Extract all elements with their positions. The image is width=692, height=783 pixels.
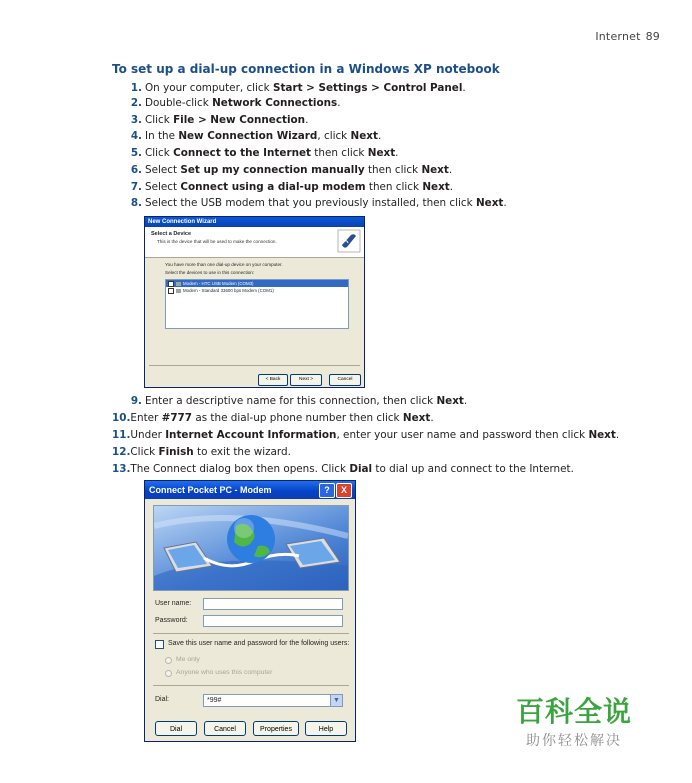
globe-network-icon <box>154 506 348 590</box>
watermark-tagline: 助你轻松解决 <box>526 733 622 749</box>
step-4: 4. In the New Connection Wizard, click Next. <box>130 130 382 142</box>
help-title-button[interactable]: ? <box>319 483 335 498</box>
me-only-label: Me only <box>176 656 200 663</box>
step-13: 13.The Connect dialog box then opens. Click Dial to dial up and connect to the Internet. <box>112 463 574 475</box>
password-input[interactable] <box>203 615 343 627</box>
save-password-label: Save this user name and password for the following users: <box>168 640 350 647</box>
divider <box>153 685 349 686</box>
chevron-down-icon[interactable]: ▼ <box>330 695 342 706</box>
wizard-heading: Select a Device <box>151 231 192 237</box>
connect-title-bar <box>145 481 355 499</box>
section-name: Internet <box>595 30 641 43</box>
username-label: User name: <box>155 600 192 607</box>
watermark-logo: 百科全说 <box>516 695 633 728</box>
wizard-subheading: This is the device that will be used to make the connection. <box>157 239 277 244</box>
step-1: 1. On your computer, click Start > Settings > Control Panel. <box>130 82 466 94</box>
divider <box>149 365 360 366</box>
wizard-title-bar: New Connection Wizard <box>145 217 364 227</box>
step-9: 9. Enter a descriptive name for this connection, then click Next. <box>130 395 468 407</box>
dial-number-select[interactable]: *99# ▼ <box>203 694 343 707</box>
password-label: Password: <box>155 617 188 624</box>
page-number: 89 <box>645 30 660 43</box>
divider <box>153 633 349 634</box>
dial-label: Dial: <box>155 696 170 703</box>
modem-icon <box>176 282 181 286</box>
step-8: 8. Select the USB modem that you previously installed, then click Next. <box>130 197 507 209</box>
checkbox[interactable] <box>168 281 174 287</box>
step-7: 7. Select Connect using a dial-up modem then click Next. <box>130 181 454 193</box>
wizard-header <box>145 227 364 258</box>
back-button[interactable]: < Back <box>258 374 288 386</box>
section-title: To set up a dial-up connection in a Windows XP notebook <box>112 62 500 76</box>
help-button[interactable]: Help <box>305 721 347 736</box>
wizard-instruction: Select the devices to use in this connection: <box>165 270 255 275</box>
network-banner <box>153 505 349 591</box>
next-button[interactable]: Next > <box>290 374 322 386</box>
username-input[interactable] <box>203 598 343 610</box>
connect-title: Connect Pocket PC - Modem <box>149 485 272 495</box>
save-password-checkbox[interactable] <box>155 640 164 649</box>
cancel-button[interactable]: Cancel <box>204 721 246 736</box>
step-10: 10.Enter #777 as the dial-up phone number then click Next. <box>112 412 434 424</box>
properties-button[interactable]: Properties <box>253 721 299 736</box>
device-list[interactable] <box>165 279 349 329</box>
anyone-label: Anyone who uses this computer <box>176 669 273 676</box>
connect-dialog <box>144 480 356 742</box>
step-3: 3. Click File > New Connection. <box>130 114 309 126</box>
step-11: 11.Under Internet Account Information, enter your user name and password then click Next. <box>112 429 620 441</box>
device-item[interactable]: Modem - Standard 33600 bps Modem (COM1) <box>166 287 348 294</box>
cancel-button[interactable]: Cancel <box>329 374 361 386</box>
anyone-radio[interactable] <box>165 670 172 677</box>
step-2: 2. Double-click Network Connections. <box>130 97 341 109</box>
dial-button[interactable]: Dial <box>155 721 197 736</box>
checkbox[interactable] <box>168 288 174 294</box>
modem-icon <box>176 289 181 293</box>
me-only-radio[interactable] <box>165 657 172 664</box>
phone-icon <box>337 229 361 253</box>
device-item[interactable]: Modem - HTC USB Modem (COM3) <box>166 280 348 287</box>
step-12: 12.Click Finish to exit the wizard. <box>112 446 291 458</box>
wizard-info-text: You have more than one dial-up device on your computer. <box>165 262 283 267</box>
step-6: 6. Select Set up my connection manually then click Next. <box>130 164 453 176</box>
page-header <box>595 30 660 43</box>
new-connection-wizard-dialog <box>144 216 365 388</box>
step-5: 5. Click Connect to the Internet then click Next. <box>130 147 399 159</box>
close-button[interactable]: X <box>336 483 352 498</box>
